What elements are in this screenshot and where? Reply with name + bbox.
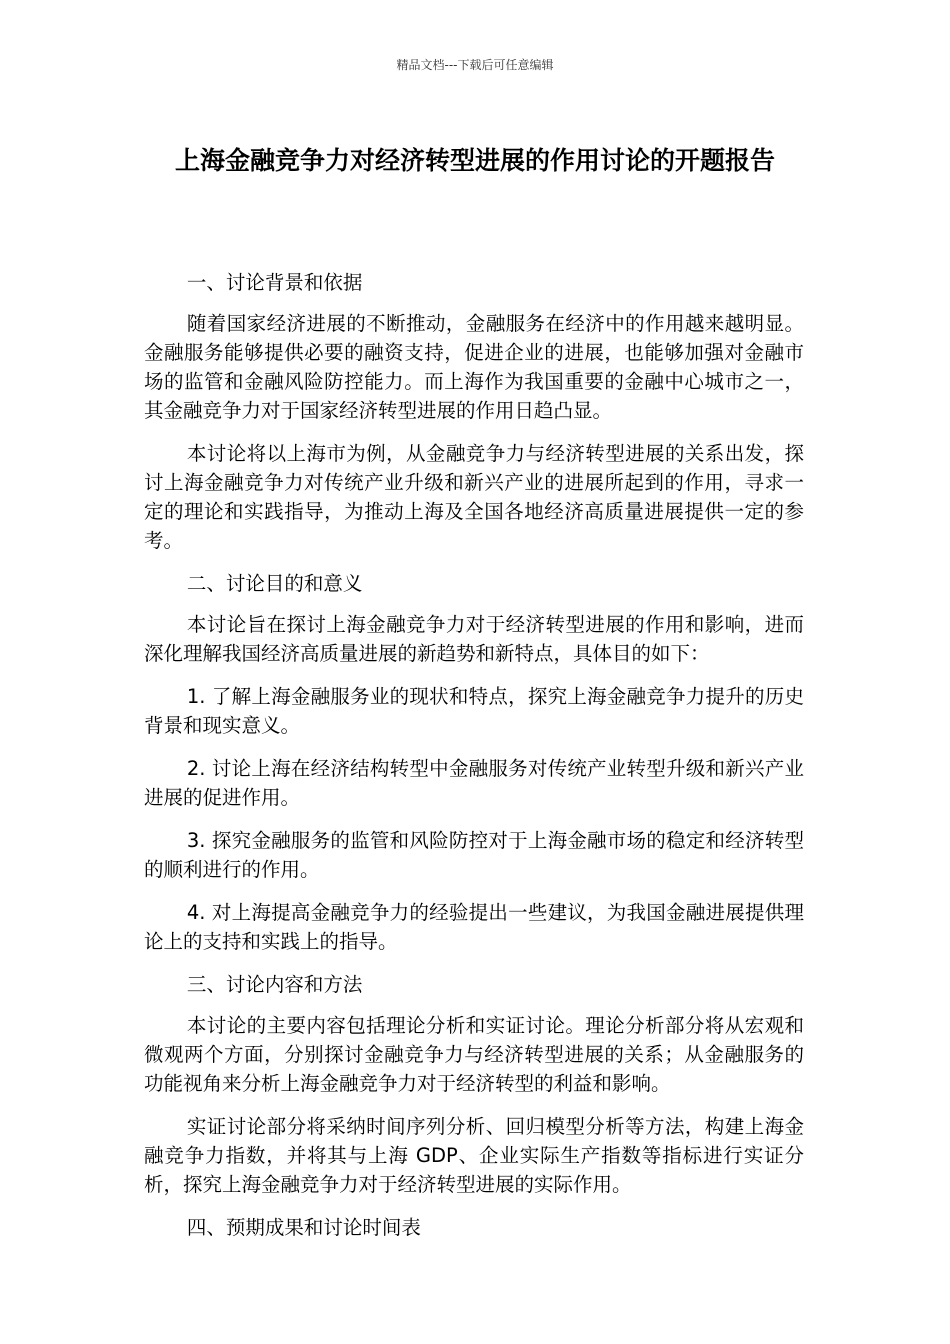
- list-item-purpose-3: 3. 探究金融服务的监管和风险防控对于上海金融市场的稳定和经济转型的顺利进行的作用。: [144, 829, 804, 881]
- document-body: [144, 268, 804, 1254]
- paragraph-background-1: 随着国家经济进展的不断推动，金融服务在经济中的作用越来越明显。金融服务能够提供必要的融资支持，促进企业的进展，也能够加强对金融市场的监管和金融风险防控能力。而上海作为我国重要的金融中心城市之一，其金融竞争力对于国家经济转型进展的作用日趋凸显。: [144, 312, 804, 422]
- section-heading-background: 一、讨论背景和依据: [186, 271, 363, 294]
- section-heading-purpose: 二、讨论目的和意义: [186, 572, 363, 595]
- section-heading-methods: 三、讨论内容和方法: [186, 973, 363, 996]
- paragraph-background-2: 本讨论将以上海市为例，从金融竞争力与经济转型进展的关系出发，探讨上海金融竞争力对传统产业升级和新兴产业的进展所起到的作用，寻求一定的理论和实践指导，为推动上海及全国各地经济高质量进展提供一定的参考。: [144, 442, 804, 552]
- document-title: 上海金融竞争力对经济转型进展的作用讨论的开题报告: [174, 146, 775, 175]
- paragraph-methods-2: 实证讨论部分将采纳时间序列分析、回归模型分析等方法，构建上海金融竞争力指数，并将其与上海 GDP、企业实际生产指数等指标进行实证分析，探究上海金融竞争力对于经济转型进展的实际作用。: [144, 1115, 804, 1196]
- page-header: 精品文档---下载后可任意编辑: [396, 58, 554, 72]
- list-item-purpose-2: 2. 讨论上海在经济结构转型中金融服务对传统产业转型升级和新兴产业进展的促进作用。: [144, 757, 804, 809]
- paragraph-methods-1: 本讨论的主要内容包括理论分析和实证讨论。理论分析部分将从宏观和微观两个方面，分别探讨金融竞争力与经济转型进展的关系；从金融服务的功能视角来分析上海金融竞争力对于经济转型的利益和影响。: [144, 1014, 804, 1095]
- list-item-purpose-1: 1. 了解上海金融服务业的现状和特点，探究上海金融竞争力提升的历史背景和现实意义。: [144, 685, 804, 737]
- list-item-purpose-4: 4. 对上海提高金融竞争力的经验提出一些建议，为我国金融进展提供理论上的支持和实践上的指导。: [144, 901, 804, 953]
- paragraph-purpose-intro: 本讨论旨在探讨上海金融竞争力对于经济转型进展的作用和影响，进而深化理解我国经济高质量进展的新趋势和新特点，具体目的如下：: [144, 613, 804, 665]
- section-heading-outcomes: 四、预期成果和讨论时间表: [186, 1216, 421, 1239]
